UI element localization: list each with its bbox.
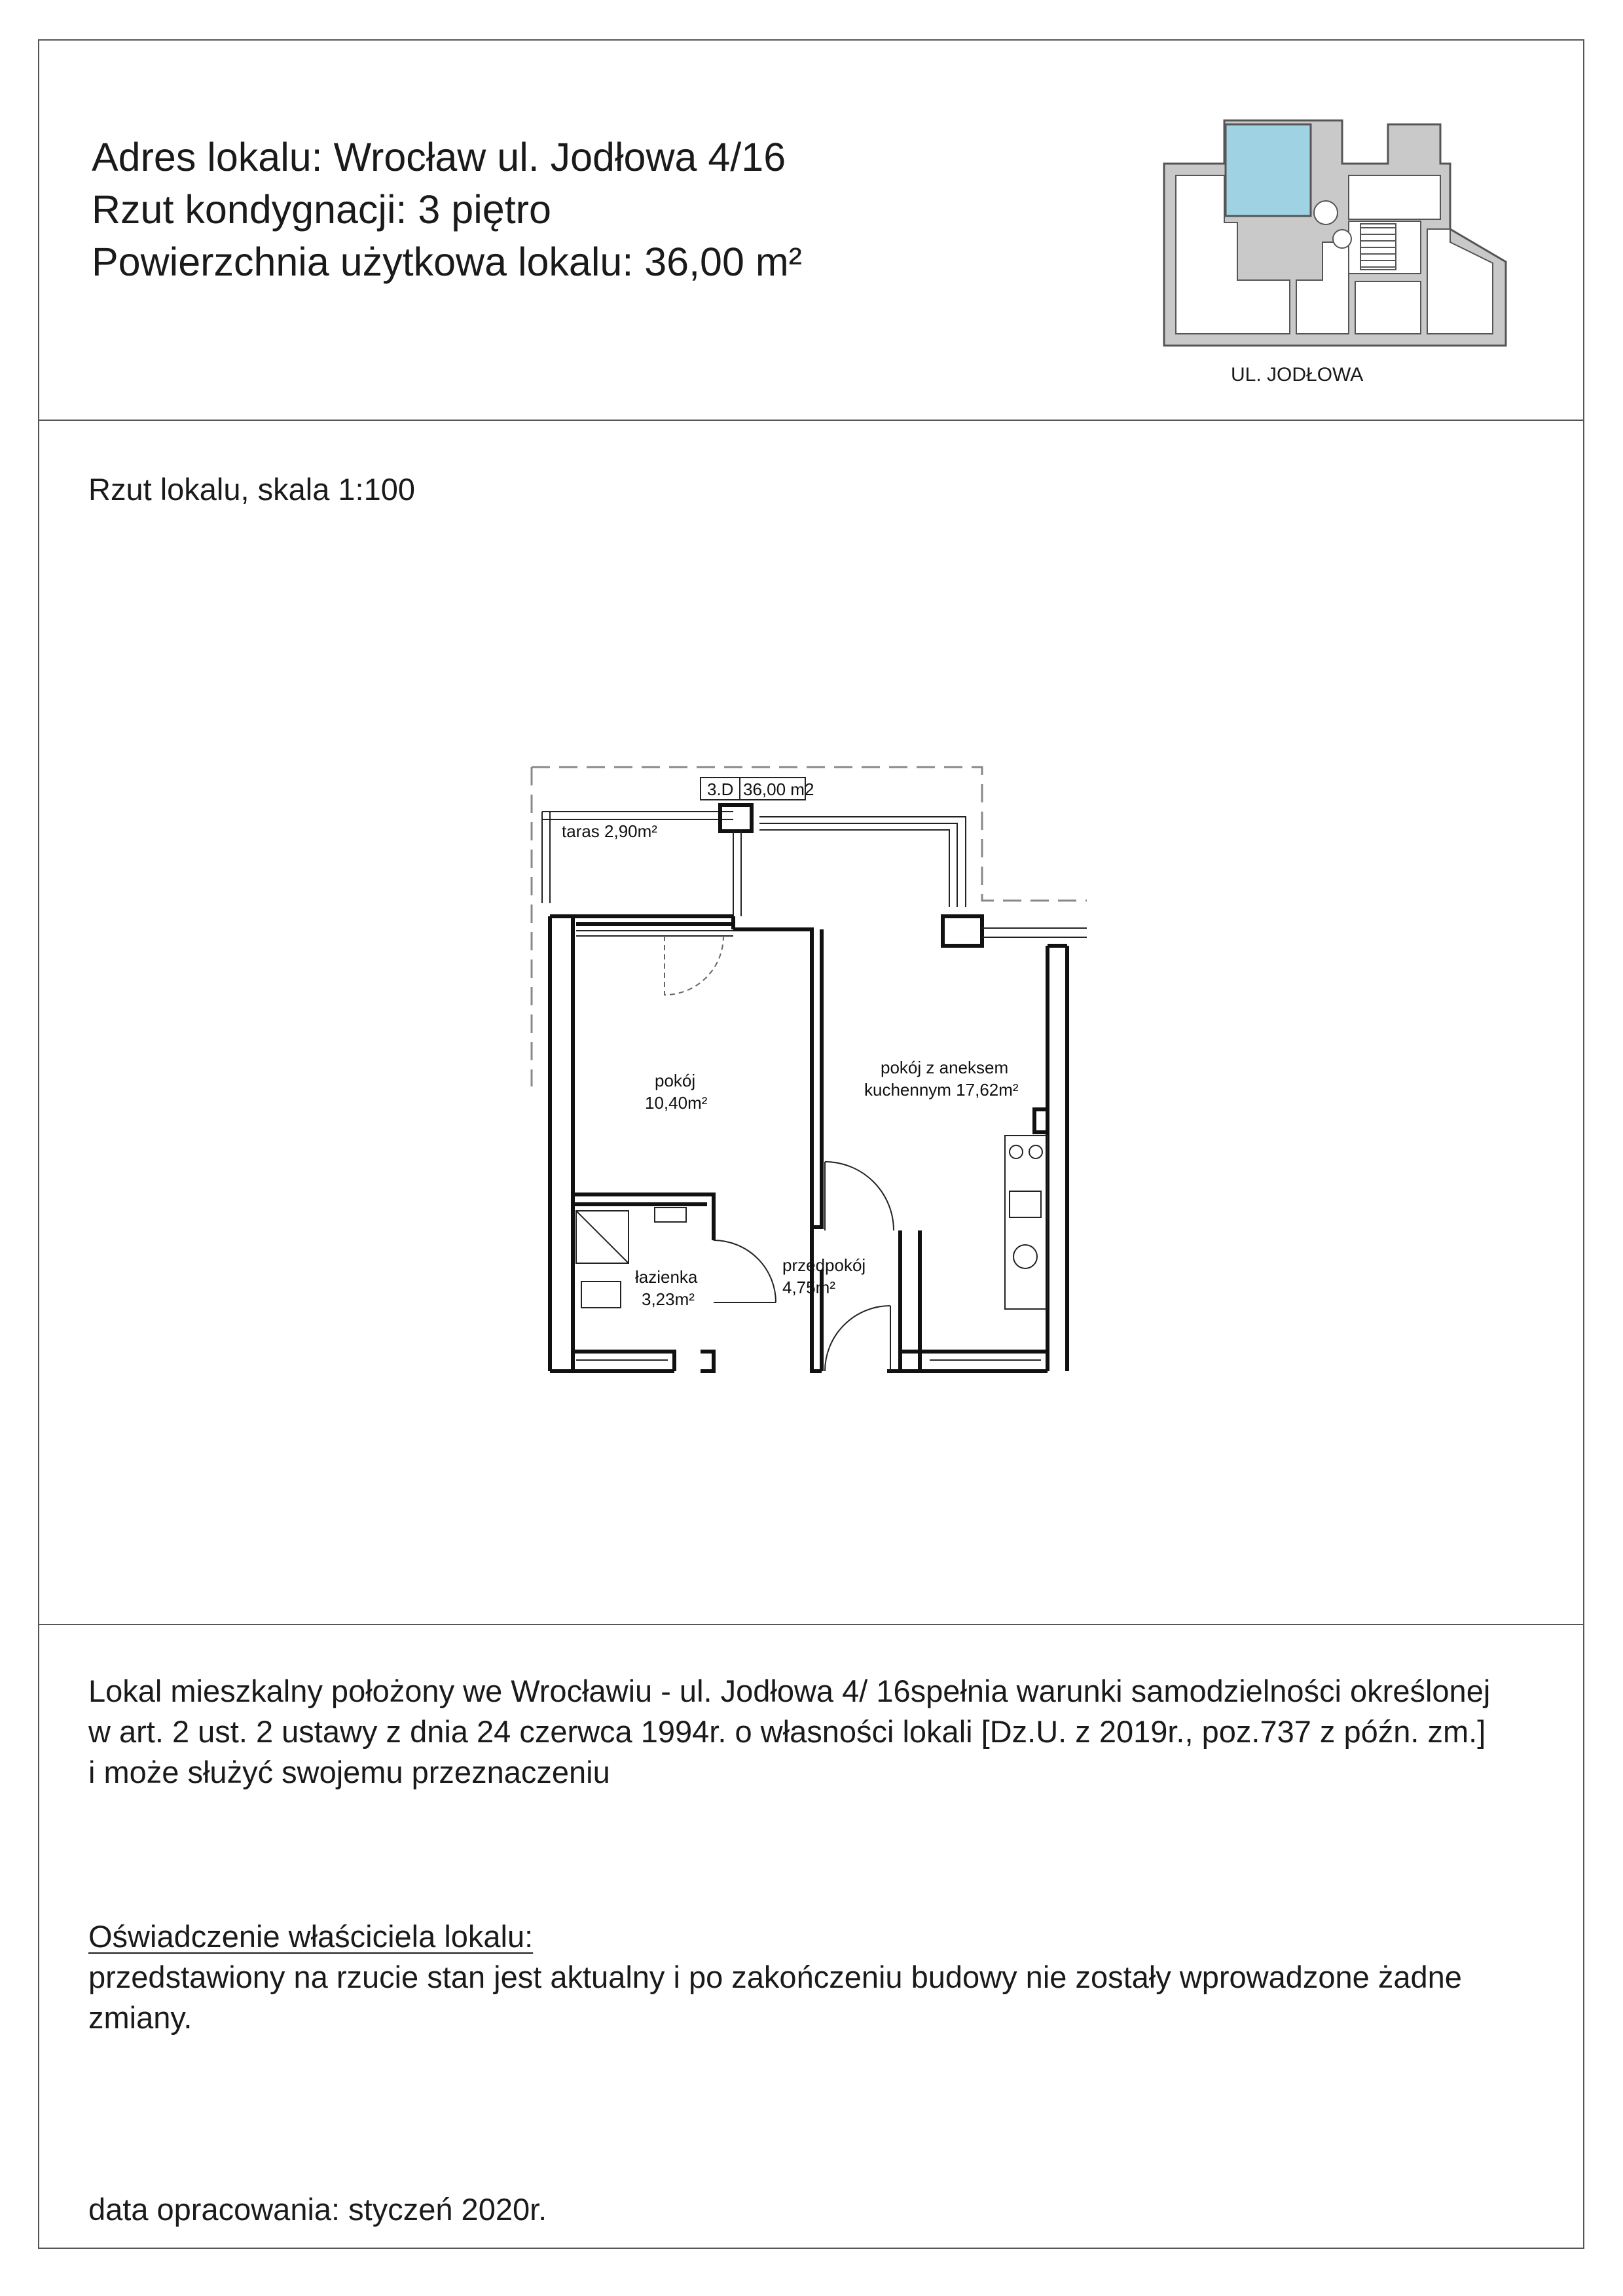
bedroom-door — [665, 936, 723, 995]
plan-dashed-outline — [532, 767, 1087, 1086]
terrace-label: taras 2,90m² — [562, 821, 657, 841]
key-plan — [1152, 111, 1519, 353]
area-line: Powierzchnia użytkowa lokalu: 36,00 m² — [92, 240, 802, 284]
owner-heading: Oświadczenie właściciela lokalu: — [88, 1919, 534, 1954]
statement-line3: i może służyć swojemu przeznaczeniu — [88, 1755, 610, 1789]
header-divider — [38, 420, 1584, 421]
statement-line2: w art. 2 ust. 2 ustawy z dnia 24 czerwca 1994r. o własności lokali [Dz.U. z 2019r., poz.737 z późn. zm.] — [88, 1714, 1486, 1749]
plan-divider — [38, 1624, 1584, 1625]
room-label: pokój — [655, 1071, 696, 1090]
living-window — [982, 928, 1087, 937]
unit-area: 36,00 m2 — [743, 780, 814, 799]
plan-caption: Rzut lokalu, skala 1:100 — [88, 472, 416, 507]
floor-line: Rzut kondygnacji: 3 piętro — [92, 187, 551, 232]
bedroom-window — [576, 931, 733, 936]
statement-line1: Lokal mieszkalny położony we Wrocławiu - ul. Jodłowa 4/ 16spełnia warunki samodzielności określonej — [88, 1674, 1491, 1708]
key-plan-unit-highlight — [1226, 124, 1311, 216]
address-line: Adres lokalu: Wrocław ul. Jodłowa 4/16 — [92, 135, 786, 179]
bathroom-door — [714, 1240, 776, 1302]
room-area: 10,40m² — [645, 1093, 708, 1113]
hall-label: przedpokój — [782, 1255, 866, 1275]
date-line: data opracowania: styczeń 2020r. — [88, 2192, 547, 2227]
washer — [581, 1282, 621, 1308]
living-door — [825, 1162, 894, 1230]
bottom-walls — [550, 1230, 1048, 1371]
bath-sink — [655, 1208, 686, 1222]
living-column — [943, 916, 982, 946]
street-label: UL. JODŁOWA — [1231, 364, 1364, 386]
living-label-line2: kuchennym 17,62m² — [864, 1080, 1019, 1100]
floor-plan — [524, 759, 1087, 1394]
bathroom-label: łazienka — [635, 1267, 698, 1287]
column — [720, 805, 752, 831]
owner-line1: przedstawiony na rzucie stan jest aktualny i po zakończeniu budowy nie zostały wprowadzone żadne — [88, 1960, 1462, 1994]
hall-area: 4,75m² — [782, 1278, 835, 1297]
kitchen-counter — [1005, 1136, 1048, 1309]
bathroom-area: 3,23m² — [642, 1289, 695, 1309]
unit-id: 3.D — [707, 780, 734, 799]
living-label-line1: pokój z aneksem — [881, 1058, 1009, 1077]
entrance-door — [825, 1306, 890, 1371]
owner-line2: zmiany. — [88, 2000, 192, 2035]
